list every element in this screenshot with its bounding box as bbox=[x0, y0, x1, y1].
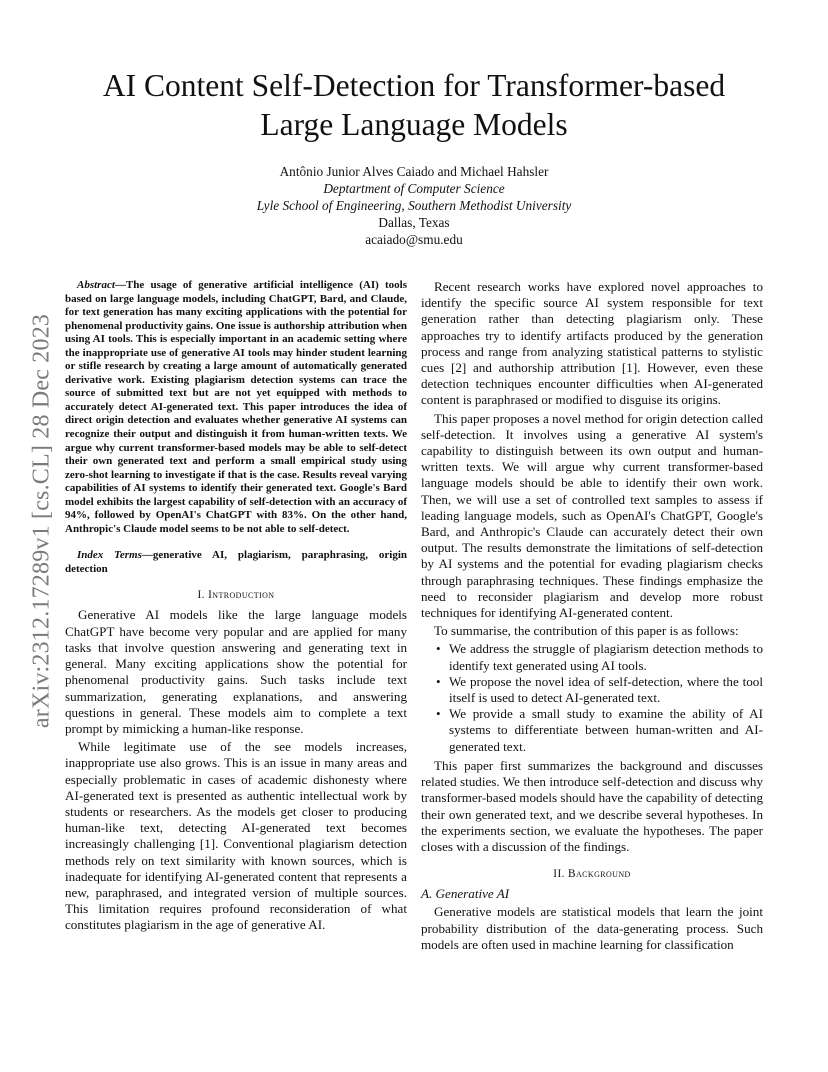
school: Lyle School of Engineering, Southern Methodist University bbox=[256, 198, 572, 213]
arxiv-stamp bbox=[25, 287, 59, 755]
intro-paragraph-1: Generative AI models like the large language models ChatGPT have become very popular and are applied for many tasks that involve question answering and generating text in general. Many exciting applications show the potential for phenomenal productivity gains. Such tasks include text summarization, generating explanations, and answering questions in general. These models aim to complete a text prompt by mimicking a human-like response. bbox=[65, 607, 407, 736]
abstract bbox=[65, 279, 407, 536]
list-item: • We provide a small study to examine the ability of AI systems to differentiate between human-written and AI-generated text. bbox=[436, 706, 763, 754]
right-column bbox=[421, 279, 763, 955]
paper-title bbox=[60, 66, 768, 144]
index-terms bbox=[65, 549, 407, 576]
section-heading-introduction: I. Introduction bbox=[197, 589, 275, 602]
background-paragraph-1: Generative models are statistical models that learn the joint probability distribution of the data-generating process. Such models are often used in machine learning for classification bbox=[421, 904, 763, 952]
subsection-heading-generative-ai: A. Generative AI bbox=[421, 886, 510, 902]
location: Dallas, Texas bbox=[378, 215, 450, 230]
title-line-1: AI Content Self-Detection for Transformer-based bbox=[102, 68, 726, 103]
intro-paragraph-2: While legitimate use of the see models increases, inappropriate use also grows. This is an issue in many areas and especially problematic in cases of academic dishonesty where AI-generated text is presented as authentic intellectual work by students or researchers. As the models get closer to producing human-like text, detecting AI-generated text becomes increasingly challenging [1]. Conventional plagiarism detection methods rely on text similarity with known sources, which is inadequate for identifying AI-generated content that represents a new, paraphrased, and integrated version of multiple sources. This limitation requires profound reconsideration of what constitutes plagiarism in the age of generative AI. bbox=[65, 739, 407, 933]
email: acaiado@smu.edu bbox=[365, 232, 463, 247]
department: Deptartment of Computer Science bbox=[323, 181, 505, 196]
list-item: • We address the struggle of plagiarism detection methods to identify text generated using AI tools. bbox=[436, 641, 763, 673]
bullet-icon: • bbox=[436, 641, 441, 657]
bullet-icon: • bbox=[436, 706, 441, 722]
intro-paragraph-3: Recent research works have explored novel approaches to identify the specific source AI system responsible for text generation rather than detecting plagiarism only. These approaches try to identify artifacts produced by the generation process and range from analyzing statistical patterns to stylistic cues [2] and authorship attribution [1]. However, even these detection techniques encounter difficulties when AI-generated content is paraphrased or modified to disguise its origins. bbox=[421, 279, 763, 408]
author-names: Antônio Junior Alves Caiado and Michael Hahsler bbox=[279, 164, 549, 179]
section-heading-background: II. Background bbox=[553, 868, 631, 881]
author-block bbox=[100, 163, 728, 248]
title-line-2: Large Language Models bbox=[260, 107, 568, 142]
contribution-list bbox=[421, 641, 763, 754]
arxiv-identifier: arXiv:2312.17289v1 [cs.CL] 28 Dec 2023 bbox=[28, 313, 55, 729]
contribution-intro: To summarise, the contribution of this paper is as follows: bbox=[434, 623, 739, 639]
left-column bbox=[65, 279, 407, 936]
abstract-text: —The usage of generative artificial intelligence (AI) tools based on large language models, including ChatGPT, Bard, and Claude, for text generation has many exciting applications with the potential for phenomenal productivity gains. One issue is authorship attribution when using AI tools. This is especially important in an academic setting where the inappropriate use of generative AI tools may hinder student learning or stifle research by creating a large amount of automatically generated derivative work. Existing plagiarism detection systems can trace the source of submitted text but are not yet equipped with methods to accurately detect AI-generated text. This paper introduces the idea of direct origin detection and evaluates whether generative AI systems can recognize their output and distinguish it from human-written texts. We argue why current transformer-based models may be able to self-detect their own generated text and perform a small empirical study using zero-shot learning to investigate if that is the case. Results reveal varying capabilities of AI systems to identify their generated text. Google's Bard model exhibits the largest capability of self-detection with an accuracy of 94%, followed by OpenAI's ChatGPT with 83%. On the other hand, Anthropic's Claude model seems to be not able to self-detect. bbox=[65, 279, 407, 535]
index-terms-label: Index Terms bbox=[77, 549, 142, 562]
abstract-label: Abstract bbox=[77, 279, 115, 291]
index-terms-text: —generative AI, plagiarism, paraphrasing, origin detection bbox=[65, 549, 407, 575]
intro-paragraph-4: This paper proposes a novel method for origin detection called self-detection. It involves using a generative AI system's capability to distinguish between its own output and human-written texts. We will argue why current transformer-based language models should be able to identify their own work. Then, we will use a set of controlled text samples to assess if leading language models, such as OpenAI's ChatGPT, Google's Bard, and Anthropic's Claude can accurately detect their own output. The results demonstrate the limitations of self-detection by AI systems and the potential for evading plagiarism checks through paraphrasing techniques. These findings emphasize the need to reconsider plagiarism and develop more robust techniques for identifying AI-generated content. bbox=[421, 410, 763, 621]
bullet-icon: • bbox=[436, 673, 441, 689]
paper-outline-paragraph: This paper first summarizes the background and discusses related studies. We then introduce self-detection and discuss why transformer-based models should have the capability of detecting their own generated text, and we describe several hypotheses. In the experiments section, we evaluate the hypotheses. The paper closes with a discussion of the findings. bbox=[421, 757, 763, 854]
list-item: • We propose the novel idea of self-detection, where the tool itself is used to detect AI-generated text. bbox=[436, 673, 763, 706]
